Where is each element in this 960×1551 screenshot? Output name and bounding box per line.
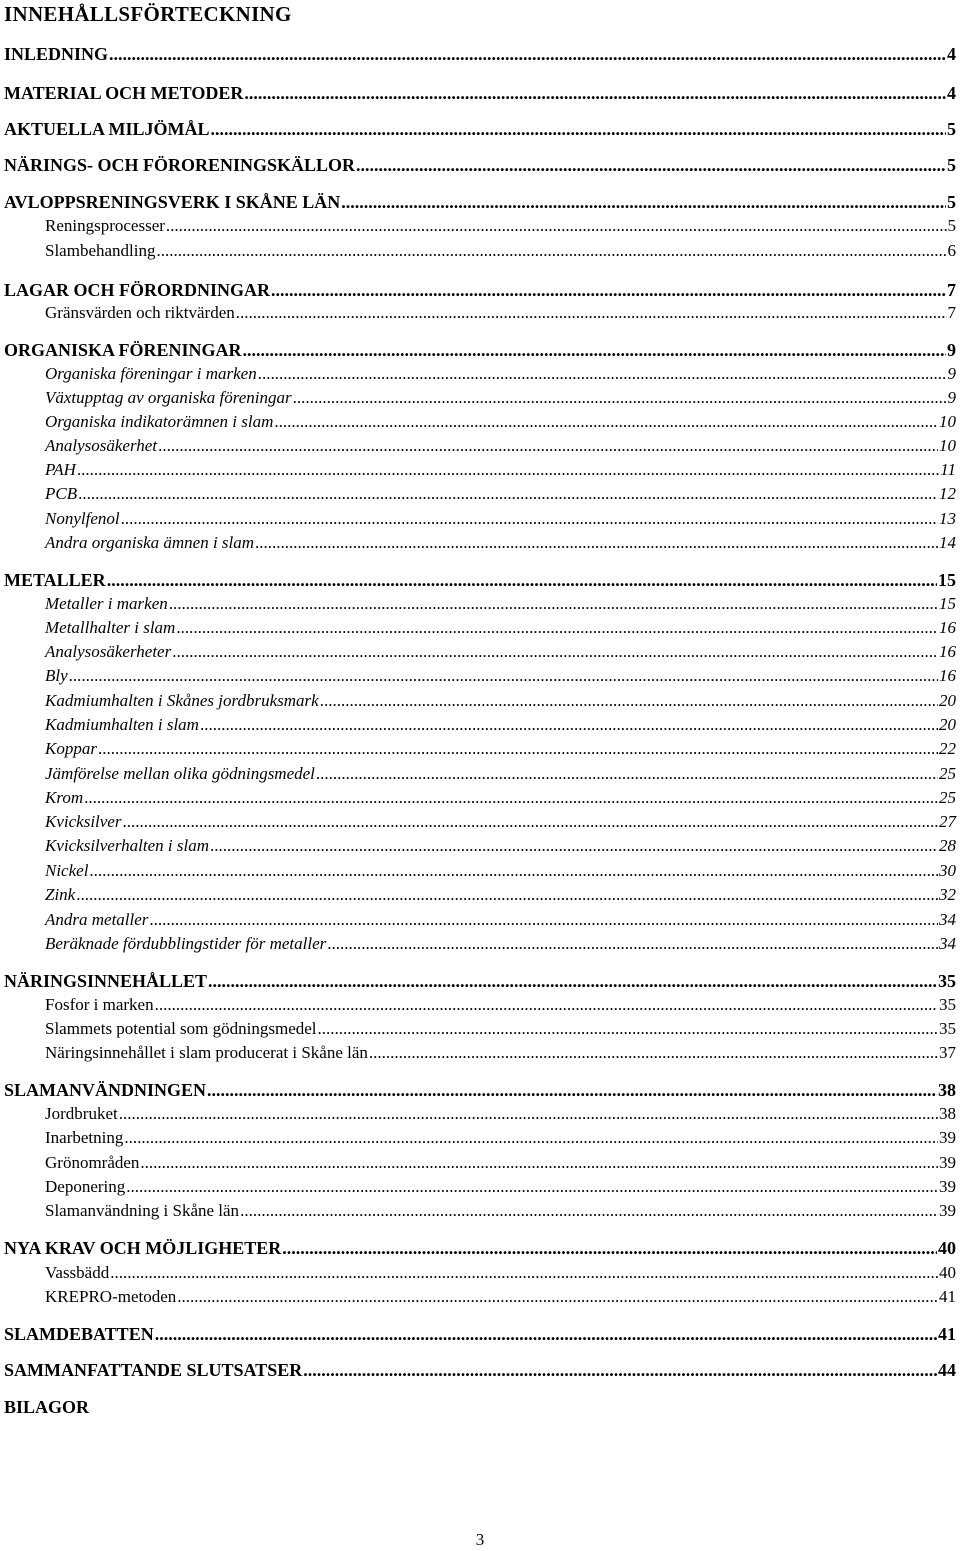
toc-section-entry[interactable] [45, 533, 956, 553]
toc-entry-label: Beräknade fördubblingstider för metaller [45, 934, 327, 953]
toc-entry-label: Metallhalter i slam [45, 618, 176, 637]
toc-section-entry[interactable] [45, 364, 956, 384]
dot-leader [243, 340, 946, 361]
toc-entry-label: Organiska indikatorämnen i slam [45, 412, 274, 431]
dot-leader [122, 812, 938, 832]
toc-entry-page: 12 [939, 484, 956, 503]
toc-section-entry[interactable] [45, 1287, 956, 1307]
toc-entry-page: 25 [939, 788, 956, 807]
dot-leader [69, 666, 938, 686]
toc-entry-page: 9 [947, 340, 956, 360]
toc-entry-page: 39 [939, 1153, 956, 1172]
dot-leader [207, 1080, 937, 1101]
toc-entry-page: 35 [939, 995, 956, 1014]
dot-leader [140, 1153, 938, 1173]
dot-leader [210, 836, 938, 856]
toc-entry-page: 39 [939, 1201, 956, 1220]
toc-section-entry[interactable] [45, 241, 956, 261]
dot-leader [121, 509, 938, 529]
dot-leader [282, 1238, 937, 1259]
dot-leader [327, 934, 938, 954]
toc-section-entry[interactable] [45, 1104, 956, 1124]
toc-section-entry[interactable] [45, 861, 956, 881]
toc-section-entry[interactable] [45, 303, 956, 323]
toc-entry-label: Slambehandling [45, 241, 156, 260]
toc-entry-page: 40 [939, 1263, 956, 1282]
dot-leader [89, 861, 938, 881]
toc-entry-page: 20 [939, 691, 956, 710]
toc-entry-page: 37 [939, 1043, 956, 1062]
dot-leader [119, 1104, 938, 1124]
toc-title: INNEHÅLLSFÖRTECKNING [4, 2, 292, 26]
toc-chapter-entry[interactable] [4, 1238, 956, 1259]
toc-entry-label: Slammets potential som gödningsmedel [45, 1019, 317, 1038]
dot-leader [84, 788, 938, 808]
toc-entry-label: NYA KRAV OCH MÖJLIGHETER [4, 1238, 282, 1258]
toc-section-entry[interactable] [45, 788, 956, 808]
toc-entry-label: Näringsinnehållet i slam producerat i Skåne län [45, 1043, 368, 1062]
dot-leader [77, 460, 939, 480]
toc-entry-label: Jämförelse mellan olika gödningsmedel [45, 764, 315, 783]
dot-leader [274, 412, 938, 432]
toc-section-entry[interactable] [45, 642, 956, 662]
dot-leader [155, 1324, 937, 1345]
dot-leader [169, 594, 938, 614]
toc-section-entry[interactable] [45, 388, 956, 408]
dot-leader [98, 739, 938, 759]
dot-leader [177, 1287, 938, 1307]
toc-entry-label: Kadmiumhalten i slam [45, 715, 199, 734]
dot-leader [166, 216, 947, 236]
dot-leader [110, 1263, 938, 1283]
toc-entry-page: 7 [947, 303, 956, 322]
toc-section-entry[interactable] [45, 484, 956, 504]
dot-leader [155, 995, 938, 1015]
toc-section-entry[interactable] [45, 436, 956, 456]
dot-leader [293, 388, 947, 408]
toc-section-entry[interactable] [45, 666, 956, 686]
toc-chapter-entry[interactable] [4, 83, 956, 104]
dot-leader [316, 764, 938, 784]
toc-chapter-entry[interactable] [4, 1324, 956, 1345]
toc-entry-page: 40 [938, 1238, 956, 1258]
toc-section-entry[interactable] [45, 910, 956, 930]
toc-entry-page: 5 [947, 155, 956, 175]
dot-leader [236, 303, 947, 323]
toc-entry-label: Analysosäkerhet [45, 436, 158, 455]
toc-section-entry[interactable] [45, 885, 956, 905]
dot-leader [107, 570, 937, 591]
toc-chapter-entry[interactable] [4, 119, 956, 140]
toc-entry-page: 16 [939, 642, 956, 661]
toc-entry-label: Metaller i marken [45, 594, 168, 613]
toc-chapter-entry[interactable] [4, 155, 956, 176]
dot-leader [200, 715, 938, 735]
toc-entry-label: Analysosäkerheter [45, 642, 172, 661]
toc-section-entry[interactable] [45, 1177, 956, 1197]
toc-section-entry[interactable] [45, 1153, 956, 1173]
toc-chapter-entry[interactable] [4, 971, 956, 992]
toc-section-entry[interactable] [45, 715, 956, 735]
toc-section-entry[interactable] [45, 995, 956, 1015]
toc-entry-label: Grönområden [45, 1153, 140, 1172]
toc-chapter-entry[interactable] [4, 192, 956, 213]
toc-entry-label: Organiska föreningar i marken [45, 364, 257, 383]
toc-entry-label: Växtupptag av organiska föreningar [45, 388, 292, 407]
toc-entry-label: Koppar [45, 739, 97, 758]
toc-entry-label: Fosfor i marken [45, 995, 154, 1014]
toc-entry-page: 10 [939, 412, 956, 431]
toc-section-entry[interactable] [45, 1263, 956, 1283]
toc-entry-label: ORGANISKA FÖRENINGAR [4, 340, 242, 360]
toc-entry-page: 11 [940, 460, 956, 479]
dot-leader [78, 484, 938, 504]
toc-entry-label: Nonylfenol [45, 509, 120, 528]
toc-entry-page: 4 [947, 44, 956, 64]
dot-leader [109, 44, 946, 65]
toc-entry-page: 5 [947, 216, 956, 235]
toc-section-entry[interactable] [45, 691, 956, 711]
dot-leader [172, 642, 938, 662]
toc-entry-label: LAGAR OCH FÖRORDNINGAR [4, 280, 271, 300]
toc-entry-label: Slamanvändning i Skåne län [45, 1201, 240, 1220]
toc-entry-page: 15 [939, 594, 956, 613]
toc-chapter-entry[interactable] [4, 44, 956, 65]
toc-entry-page: 28 [939, 836, 956, 855]
toc-entry-label: Zink [45, 885, 76, 904]
toc-entry-label: INLEDNING [4, 44, 109, 64]
page-number: 3 [475, 1530, 485, 1549]
toc-entry-page: 44 [938, 1360, 956, 1380]
dot-leader [244, 83, 946, 104]
dot-leader [369, 1043, 938, 1063]
toc-entry-label: KREPRO-metoden [45, 1287, 177, 1306]
toc-chapter-entry[interactable] [4, 1397, 956, 1418]
toc-entry-label: SLAMDEBATTEN [4, 1324, 154, 1344]
toc-entry-label: Krom [45, 788, 84, 807]
toc-entry-page: 39 [939, 1177, 956, 1196]
toc-entry-page: 35 [939, 1019, 956, 1038]
toc-entry-label: Kadmiumhalten i Skånes jordbruksmark [45, 691, 319, 710]
toc-section-entry[interactable] [45, 412, 956, 432]
toc-section-entry[interactable] [45, 739, 956, 759]
toc-entry-page: 5 [947, 192, 956, 212]
toc-chapter-entry[interactable] [4, 280, 956, 301]
toc-entry-page: 32 [939, 885, 956, 904]
toc-entry-label: Andra organiska ämnen i slam [45, 533, 255, 552]
toc-chapter-entry[interactable] [4, 570, 956, 591]
toc-entry-page: 9 [947, 364, 956, 383]
toc-entry-label: Reningsprocesser [45, 216, 165, 235]
toc-entry-page: 7 [947, 280, 956, 300]
dot-leader [208, 971, 937, 992]
toc-entry-label: METALLER [4, 570, 106, 590]
dot-leader [255, 533, 938, 553]
toc-entry-page: 41 [939, 1287, 956, 1306]
toc-section-entry[interactable] [45, 460, 956, 480]
dot-leader [318, 1019, 938, 1039]
toc-entry-page: 9 [947, 388, 956, 407]
dot-leader [176, 618, 938, 638]
toc-entry-page: 4 [947, 83, 956, 103]
toc-section-entry[interactable] [45, 594, 956, 614]
dot-leader [320, 691, 938, 711]
toc-entry-page: 15 [938, 570, 956, 590]
dot-leader [126, 1177, 938, 1197]
toc-section-entry[interactable] [45, 934, 956, 954]
toc-entry-label: Inarbetning [45, 1128, 124, 1147]
toc-section-entry[interactable] [45, 618, 956, 638]
dot-leader [124, 1128, 938, 1148]
dot-leader [149, 910, 938, 930]
toc-section-entry[interactable] [45, 216, 956, 236]
toc-entry-page: 38 [938, 1080, 956, 1100]
toc-entry-label: SLAMANVÄNDNINGEN [4, 1080, 207, 1100]
toc-section-entry[interactable] [45, 509, 956, 529]
toc-entry-label: NÄRINGS- OCH FÖRORENINGSKÄLLOR [4, 155, 356, 175]
toc-entry-page: 20 [939, 715, 956, 734]
dot-leader [271, 280, 946, 301]
toc-chapter-entry[interactable] [4, 340, 956, 361]
toc-entry-label: MATERIAL OCH METODER [4, 83, 244, 103]
dot-leader [158, 436, 938, 456]
toc-entry-page: 41 [938, 1324, 956, 1344]
toc-entry-page: 13 [939, 509, 956, 528]
toc-entry-page: 38 [939, 1104, 956, 1123]
toc-section-entry[interactable] [45, 812, 956, 832]
toc-entry-page: 22 [939, 739, 956, 758]
toc-entry-page: 14 [939, 533, 956, 552]
toc-section-entry[interactable] [45, 1201, 956, 1221]
toc-section-entry[interactable] [45, 1043, 956, 1063]
dot-leader [258, 364, 947, 384]
toc-entry-page: 27 [939, 812, 956, 831]
toc-entry-label: Kvicksilverhalten i slam [45, 836, 209, 855]
toc-entry-page: 34 [939, 934, 956, 953]
dot-leader [211, 119, 946, 140]
dot-leader [240, 1201, 938, 1221]
toc-entry-label: Gränsvärden och riktvärden [45, 303, 235, 322]
toc-entry-label: Andra metaller [45, 910, 149, 929]
toc-entry-label: PCB [45, 484, 78, 503]
toc-entry-label: SAMMANFATTANDE SLUTSATSER [4, 1360, 303, 1380]
dot-leader [156, 241, 946, 261]
toc-entry-label: Vassbädd [45, 1263, 110, 1282]
toc-entry-page: 30 [939, 861, 956, 880]
toc-entry-label: AKTUELLA MILJÖMÅL [4, 119, 210, 139]
toc-entry-label: Jordbruket [45, 1104, 118, 1123]
toc-entry-label: AVLOPPSRENINGSVERK I SKÅNE LÄN [4, 192, 341, 212]
toc-entry-page: 16 [939, 618, 956, 637]
toc-chapter-entry[interactable] [4, 1360, 956, 1381]
toc-section-entry[interactable] [45, 836, 956, 856]
dot-leader [341, 192, 946, 213]
toc-entry-label: PAH [45, 460, 76, 479]
toc-entry-label: Bly [45, 666, 68, 685]
toc-entry-page: 5 [947, 119, 956, 139]
toc-chapter-entry[interactable] [4, 1080, 956, 1101]
toc-section-entry[interactable] [45, 1128, 956, 1148]
toc-entry-page: 35 [938, 971, 956, 991]
dot-leader [303, 1360, 937, 1381]
toc-entry-label: BILAGOR [4, 1397, 90, 1417]
toc-entry-page: 25 [939, 764, 956, 783]
toc-entry-page: 6 [947, 241, 956, 260]
toc-entry-label: NÄRINGSINNEHÅLLET [4, 971, 208, 991]
dot-leader [356, 155, 946, 176]
toc-entry-label: Nickel [45, 861, 89, 880]
toc-section-entry[interactable] [45, 764, 956, 784]
dot-leader [76, 885, 938, 905]
toc-entry-page: 16 [939, 666, 956, 685]
toc-entry-label: Deponering [45, 1177, 126, 1196]
toc-section-entry[interactable] [45, 1019, 956, 1039]
toc-entry-page: 34 [939, 910, 956, 929]
toc-entry-label: Kvicksilver [45, 812, 122, 831]
toc-entry-page: 10 [939, 436, 956, 455]
toc-entry-page: 39 [939, 1128, 956, 1147]
